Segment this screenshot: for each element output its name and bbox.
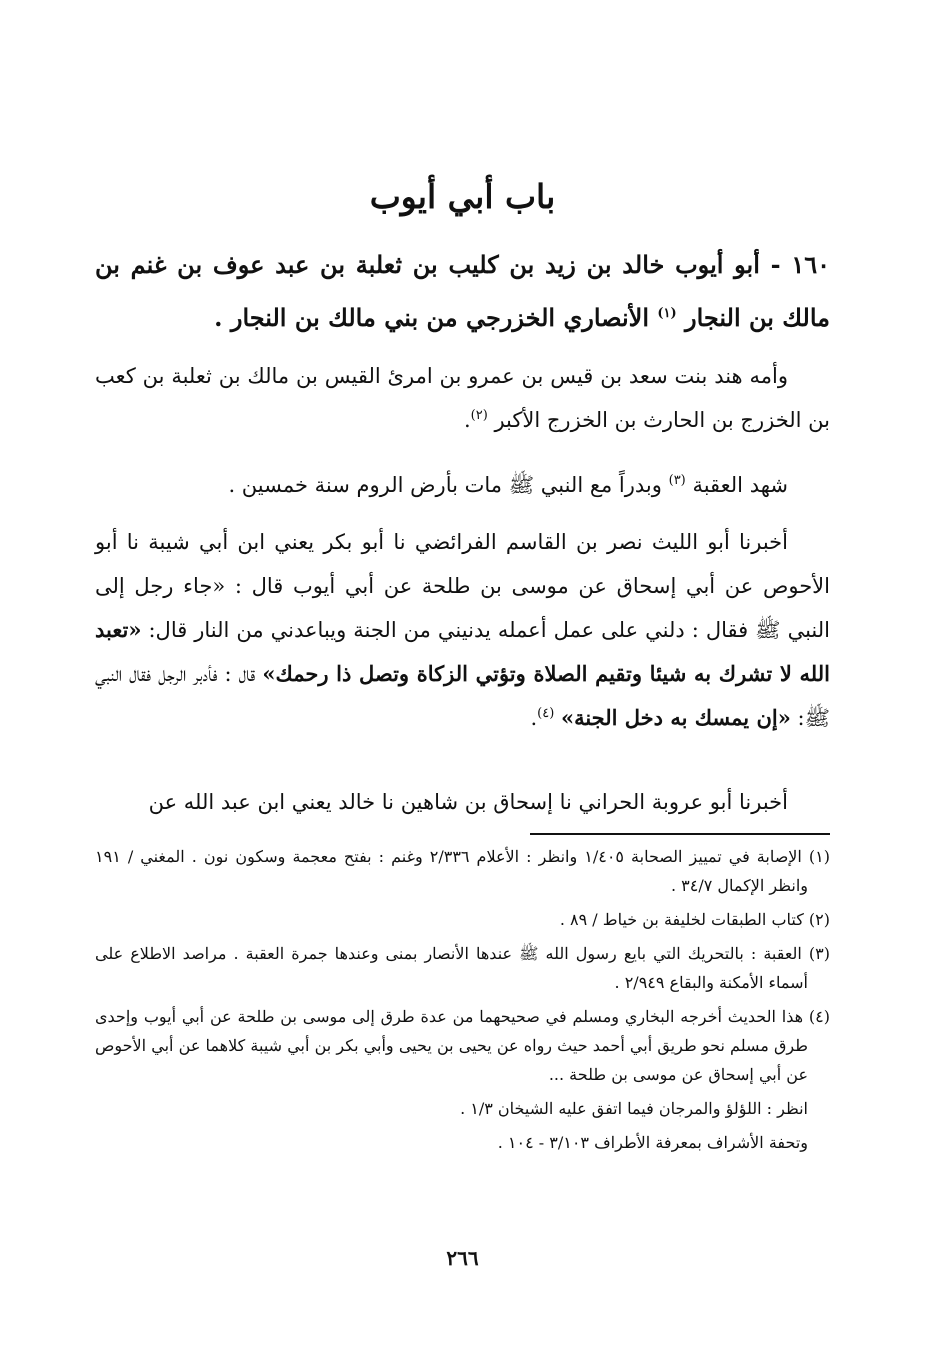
chapter-title: باب أبي أيوب [369,177,556,216]
footnote-ref-2: (٢) [470,408,488,423]
hadith-quote-2: «إن يمسك به دخل الجنة» [560,705,791,730]
entry-name-part1: أبو أيوب خالد بن زيد بن كليب بن ثعلبة بن عبد عوف بن غنم بن مالك بن النجار [95,250,830,332]
hadith-chain: أخبرنا أبو الليث نصر بن القاسم الفرائضي نا أبو بكر يعني ابن أبي شيبة نا أبو الأحوص عن أبي إسحاق عن موسى بن طلحة عن أبي أيوب قال : «جاء رجل إلى النبي ﷺ فقال : دلني على عمل أعمله يدنيني من الجنة ويباعدني من النار قال: [95,530,830,642]
footnote-ref-3: (٣) [668,473,686,488]
footnote-4-ref-2: وتحفة الأشراف بمعرفة الأطراف ٣/١٠٣ - ١٠٤ . [497,1133,808,1152]
footnote-4-ref-1: انظر : اللؤلؤ والمرجان فيما اتفق عليه الشيخان ١/٣ . [460,1099,808,1118]
witness-text-2: وبدراً مع النبي ﷺ مات بأرض الروم سنة خمسين . [228,473,662,497]
footnotes [95,842,830,1162]
witness-paragraph [95,463,830,507]
footnote-1: (١) الإصابة في تمييز الصحابة ١/٤٠٥ وانظر : الأعلام ٢/٣٣٦ وغنم : بفتح معجمة وسكون نون . المغني / ١٩١ وانظر الإكمال ٣٤/٧ . [95,847,830,895]
page-number: ٢٦٦ [446,1246,479,1270]
hadith-middle: قال : فأدبر الرجل فقال النبي ﷺ: [95,662,830,730]
footnote-2: (٢) كتاب الطبقات لخليفة بن خياط / ٨٩ . [559,910,830,929]
hadith-quote-1: «تعبد الله لا تشرك به شيئا وتقيم الصلاة وتؤتي الزكاة وتصل ذا رحمك» [95,617,830,686]
entry-number: ١٦٠ [791,250,830,279]
mother-text: وأمه هند بنت سعد بن قيس بن عمرو بن امرئ القيس بن مالك بن ثعلبة بن كعب بن الخزرج بن الحارث بن الخزرج الأكبر [95,364,830,432]
footnote-ref-1: (١) [657,306,677,321]
hadith-paragraph: أخبرنا أبو الليث نصر بن القاسم الفرائضي نا أبو بكر يعني ابن أبي شيبة نا أبو الأحوص عن أبي إسحاق عن موسى بن طلحة عن أبي أيوب قال : «جاء رجل إلى النبي ﷺ فقال : دلني على عمل أعمله يدنيني من الجنة ويباعدني من النار قال: «تعبد الله لا تشرك به شيئا وتقيم الصلاة وتؤتي الزكاة وتصل ذا رحمك» قال : فأدبر الرجل فقال النبي ﷺ: «إن يمسك به دخل الجنة» $^{(٤)}$. [95,530,830,730]
witness-text-1: شهد العقبة [692,473,788,497]
mother-paragraph: وأمه هند بنت سعد بن قيس بن عمرو بن امرئ القيس بن مالك بن ثعلبة بن كعب بن الخزرج بن الحارث بن الخزرج الأكبر $^{(٢)}$. [95,364,830,432]
footnote-4: (٤) هذا الحديث أخرجه البخاري ومسلم في صحيحهما من عدة طرق إلى موسى بن طلحة عن أبي أيوب وإحدى طرق مسلم نحو طريق أبي أحمد حيث رواه عن يحيى بن يحيى وأبي بكر بن أبي شيبة كلاهما عن أبي الأحوص عن أبي إسحاق عن موسى بن طلحة ... [95,1007,830,1084]
entry-name-part2: الأنصاري الخزرجي من بني مالك بن النجار . [214,303,649,332]
footnote-ref-4: (٤) [537,706,555,721]
footnote-3: (٣) العقبة : بالتحريك التي بايع رسول الله ﷺ عندها الأنصار بمنى وعندها جمرة العقبة . مراصد الاطلاع على أسماء الأمكنة والبقاع ٢/٩٤٩ . [95,944,830,992]
entry-heading: ١٦٠ - أبو أيوب خالد بن زيد بن كليب بن ثعلبة بن عبد عوف بن غنم بن مالك بن النجار $^{(١)}$ الأنصاري الخزرجي من بني مالك بن النجار . [95,250,830,332]
footnote-separator [530,833,830,835]
last-paragraph: أخبرنا أبو عروبة الحراني نا إسحاق بن شاهين نا خالد يعني ابن عبد الله عن [148,790,788,814]
